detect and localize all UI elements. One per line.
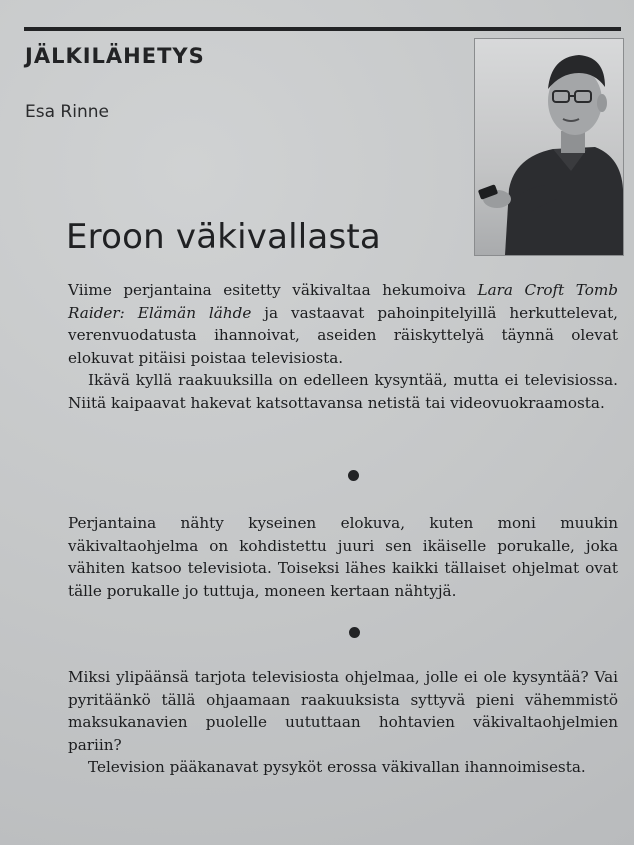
paragraph: Miksi ylipäänsä tarjota televisiosta ohjelmaa, jolle ei ole kysyntää? Vai pyritäänkö tällä ohjaamaan raakuuksista syttyvä pieni vähemmistö maksukanavien puolelle uututtaan hohtavien väkivaltaohjelmien pariin? <box>68 668 618 754</box>
article-section-3 <box>68 666 618 779</box>
article-section-1 <box>68 279 618 414</box>
article-section-2 <box>68 512 618 602</box>
author-photo <box>474 38 624 256</box>
paragraph-text: Viime perjantaina esitetty väkivaltaa hekumoiva <box>68 281 478 299</box>
headline: Eroon väkivallasta <box>66 217 381 257</box>
paragraph: Ikävä kyllä raakuuksilla on edelleen kysyntää, mutta ei televisiossa. Niitä kaipaavat hakevat katsottavansa netistä tai videovuokraamosta. <box>68 371 618 412</box>
paragraph: Television pääkanavat pysyköt erossa väkivallan ihannoimisesta. <box>88 758 586 776</box>
section-kicker: JÄLKILÄHETYS <box>25 44 205 68</box>
film-title: Lara Croft Tomb Raider: Elämän lähde <box>68 281 618 322</box>
paragraph: Perjantaina nähty kyseinen elokuva, kuten moni muukin väkivaltaohjelma on kohdistettu juuri sen ikäiselle porukalle, joka vähiten katsoo televisiota. Toiseksi lähes kaikki tällaiset ohjelmat ovat tälle porukalle jo tuttuja, moneen kertaan nähtyjä. <box>68 514 618 600</box>
author-byline: Esa Rinne <box>25 102 109 122</box>
top-rule <box>24 27 621 31</box>
portrait-illustration <box>475 39 623 255</box>
paragraph <box>68 279 618 369</box>
section-divider-bullet <box>348 470 359 481</box>
section-divider-bullet <box>349 627 360 638</box>
paragraph-text: ja vastaavat pahoinpitelyillä herkuttelevat, verenvuodatusta ihannoivat, aseiden räiskyttelyä täynnä olevat elokuvat pitäisi poistaa televisiosta. <box>68 303 619 367</box>
